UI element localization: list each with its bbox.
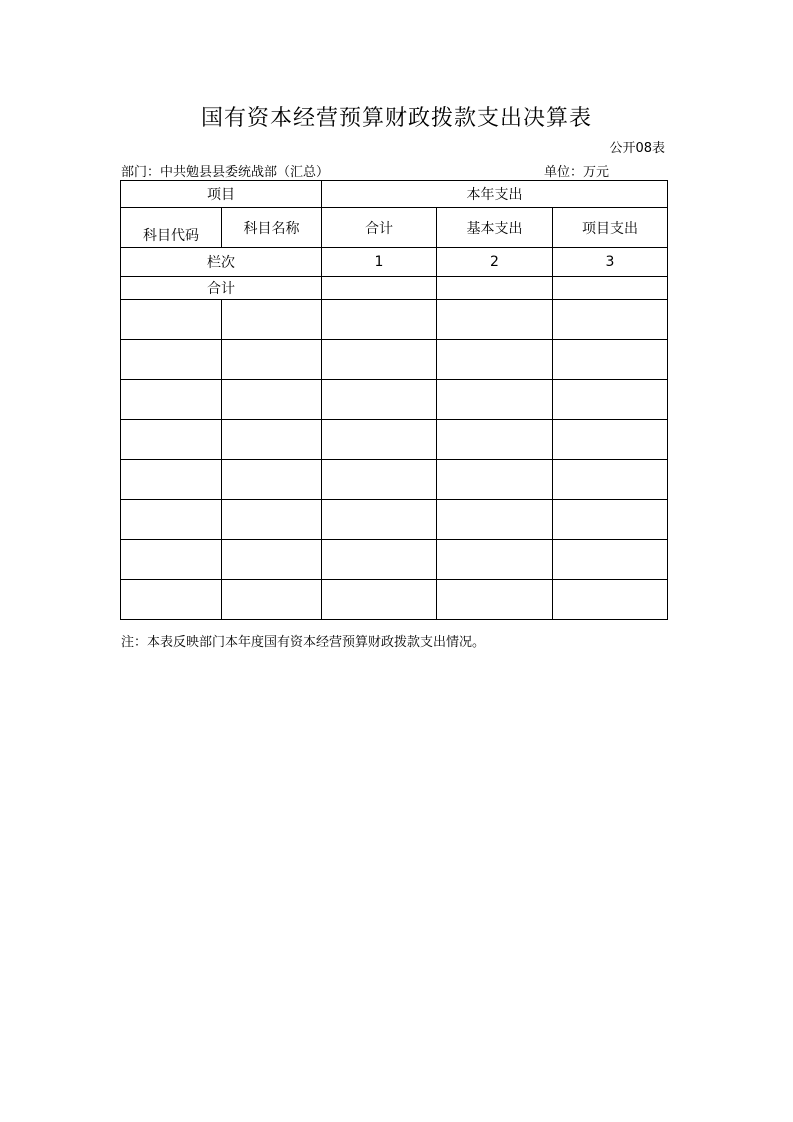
header-total: 合计	[322, 208, 437, 248]
table-cell	[437, 500, 553, 540]
table-cell	[222, 460, 322, 500]
table-cell	[322, 500, 437, 540]
table-cell	[437, 460, 553, 500]
table-cell	[121, 300, 222, 340]
table-cell	[322, 540, 437, 580]
table-row	[121, 540, 668, 580]
table-cell	[322, 420, 437, 460]
header-project: 项目	[121, 181, 322, 208]
header-row-2	[121, 208, 668, 248]
table-cell	[222, 420, 322, 460]
table-row	[121, 300, 668, 340]
header-year-spend: 本年支出	[322, 181, 668, 208]
column-number-label: 栏次	[121, 248, 322, 277]
total-cell	[322, 277, 437, 300]
page-title: 国有资本经营预算财政拨款支出决算表	[200, 106, 592, 131]
table-cell	[553, 380, 668, 420]
table-cell	[553, 420, 668, 460]
header-item: 项目支出	[553, 208, 668, 248]
table-row	[121, 460, 668, 500]
table-cell	[322, 460, 437, 500]
table-cell	[121, 460, 222, 500]
total-row	[121, 277, 668, 300]
header-code: 科目代码	[121, 208, 222, 248]
table-cell	[553, 540, 668, 580]
header-row-1	[121, 181, 668, 208]
table-cell	[553, 300, 668, 340]
table-cell	[553, 580, 668, 620]
table-cell	[121, 500, 222, 540]
total-cell	[553, 277, 668, 300]
table-cell	[322, 300, 437, 340]
table-row	[121, 420, 668, 460]
table-cell	[437, 540, 553, 580]
column-number-2: 2	[437, 248, 553, 277]
table-cell	[121, 340, 222, 380]
form-number: 公开08表	[609, 141, 665, 156]
table-cell	[553, 500, 668, 540]
header-basic: 基本支出	[437, 208, 553, 248]
table-cell	[121, 540, 222, 580]
table-cell	[222, 540, 322, 580]
column-number-3: 3	[553, 248, 668, 277]
table-row	[121, 380, 668, 420]
header-name: 科目名称	[222, 208, 322, 248]
table-cell	[222, 340, 322, 380]
table-cell	[553, 340, 668, 380]
department-label: 部门：中共勉县县委统战部（汇总）	[121, 165, 330, 180]
expenditure-table	[120, 180, 668, 620]
table-cell	[322, 580, 437, 620]
table-cell	[121, 580, 222, 620]
table-cell	[222, 380, 322, 420]
table-cell	[553, 460, 668, 500]
table-cell	[437, 420, 553, 460]
footnote: 注：本表反映部门本年度国有资本经营预算财政拨款支出情况。	[121, 635, 486, 650]
table-cell	[437, 580, 553, 620]
table-row	[121, 500, 668, 540]
table-cell	[437, 300, 553, 340]
total-cell	[437, 277, 553, 300]
table-cell	[121, 380, 222, 420]
table-cell	[322, 340, 437, 380]
table-cell	[322, 380, 437, 420]
table-cell	[222, 580, 322, 620]
unit-label: 单位：万元	[544, 165, 610, 180]
column-number-1: 1	[322, 248, 437, 277]
column-number-row	[121, 248, 668, 277]
table-cell	[222, 500, 322, 540]
table-cell	[437, 340, 553, 380]
table-cell	[437, 380, 553, 420]
table-cell	[222, 300, 322, 340]
table-row	[121, 340, 668, 380]
table-cell	[121, 420, 222, 460]
total-label: 合计	[121, 277, 322, 300]
table-row	[121, 580, 668, 620]
